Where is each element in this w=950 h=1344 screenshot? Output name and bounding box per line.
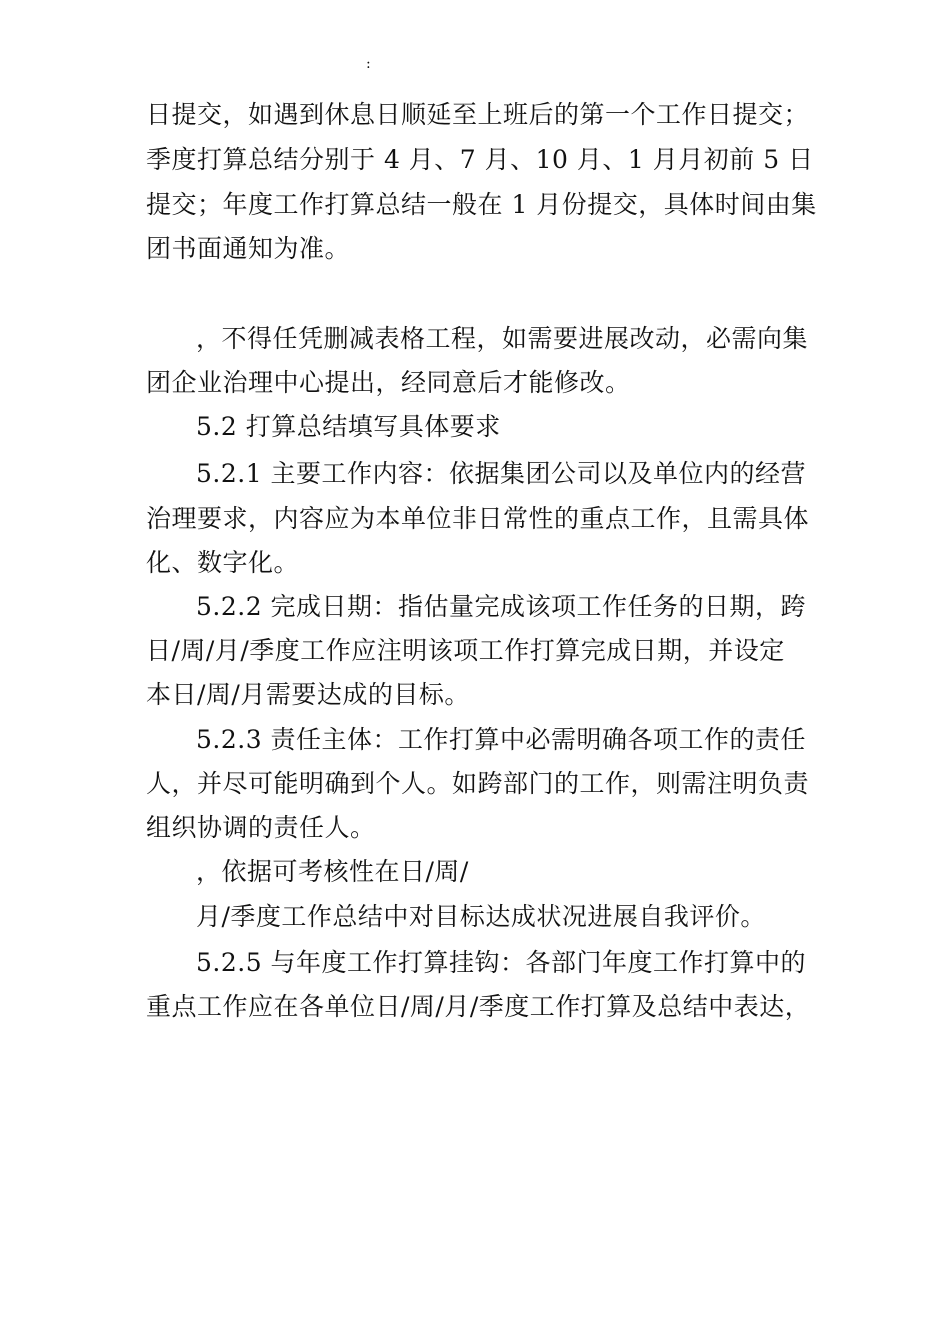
text-line: 季度打算总结分别于 4 月、7 月、10 月、1 月月初前 5 日: [146, 145, 814, 174]
text-line: 月/季度工作总结中对目标达成状况进展自我评价。: [196, 902, 766, 931]
text-line: 日提交，如遇到休息日顺延至上班后的第一个工作日提交；: [146, 100, 810, 129]
text-line: 5.2.5 与年度工作打算挂钩：各部门年度工作打算中的: [196, 948, 807, 977]
text-line: 5.2.1 主要工作内容：依据集团公司以及单位内的经营: [196, 459, 807, 488]
text-line: 团书面通知为准。: [146, 234, 351, 263]
text-line: 化、数字化。: [146, 548, 300, 577]
section-heading: 5.2 打算总结填写具体要求: [196, 412, 501, 441]
text-line: 人，并尽可能明确到个人。如跨部门的工作，则需注明负责: [146, 769, 810, 798]
text-line: ，不得任凭删减表格工程，如需要进展改动，必需向集: [196, 324, 809, 353]
text-line: 提交；年度工作打算总结一般在 1 月份提交，具体时间由集: [146, 190, 817, 219]
text-line: 5.2.3 责任主体：工作打算中必需明确各项工作的责任: [196, 725, 807, 754]
text-line: 重点工作应在各单位日/周/月/季度工作打算及总结中表达，: [146, 992, 811, 1021]
text-line: 团企业治理中心提出，经同意后才能修改。: [146, 368, 631, 397]
text-line: 治理要求，内容应为本单位非日常性的重点工作，且需具体: [146, 504, 810, 533]
text-line: 日/周/月/季度工作应注明该项工作打算完成日期，并设定: [146, 636, 785, 665]
text-line: 本日/周/月需要达成的目标。: [146, 680, 470, 709]
text-line: 组织协调的责任人。: [146, 813, 376, 842]
page-marker: :: [366, 56, 371, 72]
text-line: ，依据可考核性在日/周/: [196, 857, 469, 886]
text-line: 5.2.2 完成日期：指估量完成该项工作任务的日期，跨: [196, 592, 807, 621]
